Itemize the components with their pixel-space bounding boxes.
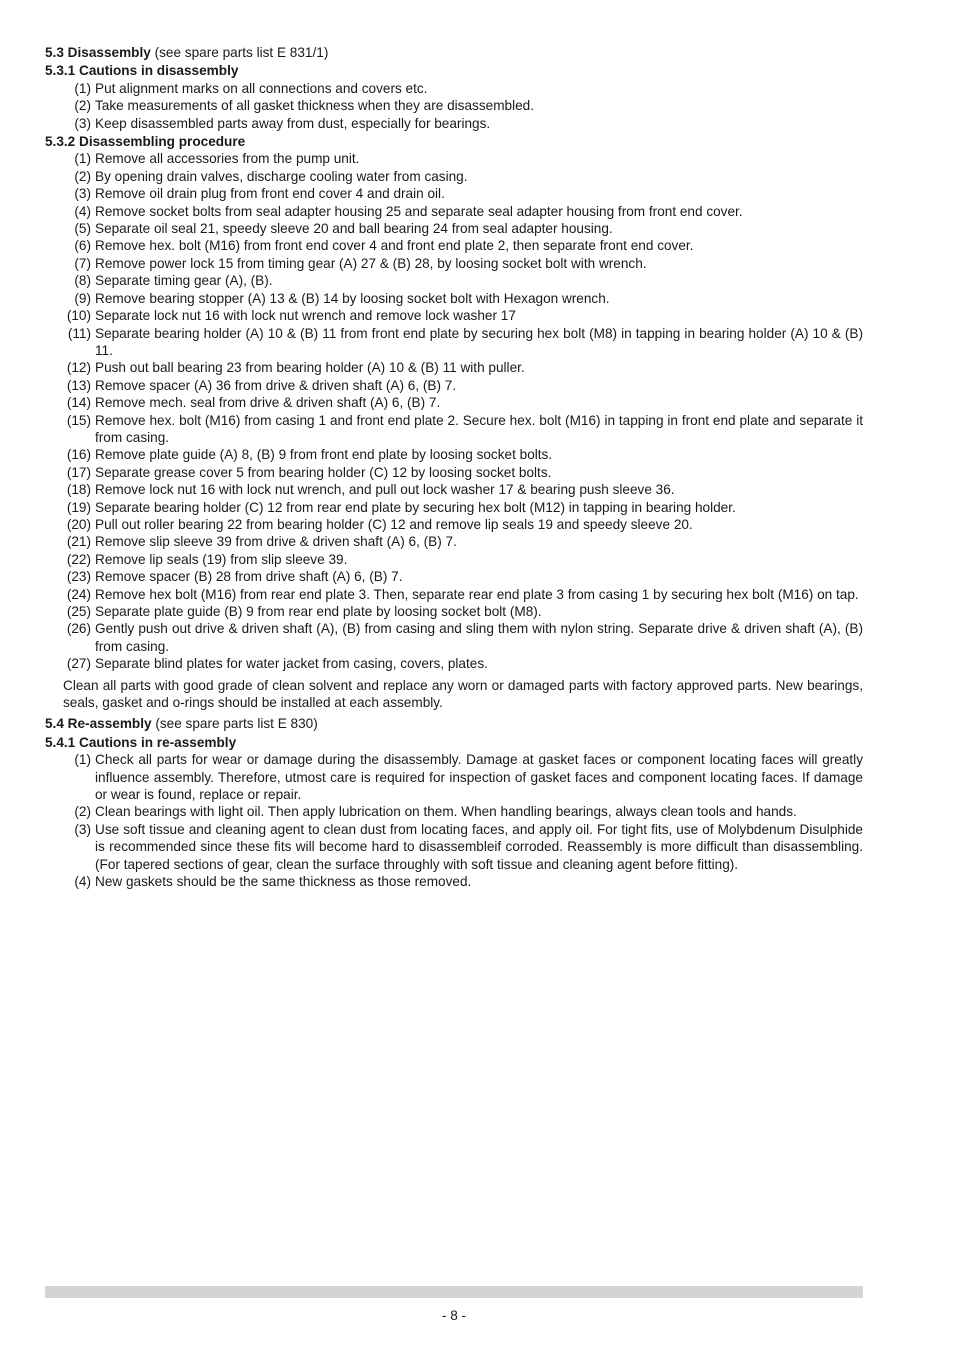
item-text: Keep disassembled parts away from dust, especially for bearings. — [95, 115, 491, 131]
list-item — [45, 603, 863, 620]
item-text: Remove hex. bolt (M16) from front end cover 4 and front end plate 2, then separate front end cover. — [95, 238, 694, 254]
list-item — [45, 803, 863, 820]
list-item — [45, 551, 863, 568]
list-item — [45, 150, 863, 167]
item-number: (5) — [74, 221, 91, 237]
section-5-3-title: 5.3 Disassembly — [45, 45, 151, 60]
list-item — [45, 115, 863, 132]
list-item — [45, 203, 863, 220]
item-number: (10) — [66, 308, 91, 324]
item-text: Separate grease cover 5 from bearing holder (C) 12 by loosing socket bolts. — [95, 464, 552, 480]
page-number: - 8 - — [441, 1308, 467, 1323]
item-number: (13) — [66, 377, 91, 393]
item-number: (27) — [66, 656, 91, 672]
item-number: (18) — [66, 482, 91, 498]
list-item — [45, 464, 863, 481]
item-number: (8) — [74, 273, 91, 289]
cautions-reassembly-list — [45, 751, 863, 890]
footer-bar — [45, 1286, 863, 1298]
list-item — [45, 377, 863, 394]
list-item — [45, 307, 863, 324]
section-5-3-heading — [45, 44, 863, 61]
item-text: Separate timing gear (A), (B). — [95, 273, 273, 289]
item-text: Remove lip seals (19) from slip sleeve 39. — [95, 551, 348, 567]
section-5-4-1-title: 5.4.1 Cautions in re-assembly — [45, 734, 237, 750]
document-body — [45, 44, 863, 891]
item-text: Remove socket bolts from seal adapter housing 25 and separate seal adapter housing from front end cover. — [95, 203, 743, 219]
section-5-3-2-title: 5.3.2 Disassembling procedure — [45, 134, 246, 150]
item-text: Separate bearing holder (C) 12 from rear end plate by securing hex bolt (M12) in tapping in bearing holder. — [95, 499, 736, 515]
item-text: New gaskets should be the same thickness as those removed. — [95, 874, 472, 890]
list-item — [45, 359, 863, 376]
list-item — [45, 751, 863, 803]
list-item — [45, 499, 863, 516]
cleaning-paragraph: Clean all parts with good grade of clean solvent and replace any worn or damaged parts with factory approved parts. New bearings, seals, gasket and o-rings should be installed at each assembly. — [63, 677, 863, 711]
item-text: Remove slip sleeve 39 from drive & driven shaft (A) 6, (B) 7. — [95, 534, 457, 550]
list-item — [45, 185, 863, 202]
list-item — [45, 272, 863, 289]
list-item — [45, 220, 863, 237]
list-item — [45, 821, 863, 873]
list-item — [45, 412, 863, 447]
item-number: (9) — [74, 290, 91, 306]
item-number: (24) — [66, 586, 91, 602]
list-item — [45, 620, 863, 655]
item-number: (21) — [66, 534, 91, 550]
list-item — [45, 655, 863, 672]
item-text: Take measurements of all gasket thickness when they are disassembled. — [95, 98, 534, 114]
item-number: (16) — [66, 447, 91, 463]
item-text: Remove lock nut 16 with lock nut wrench, and pull out lock washer 17 & bearing push sleeve 36. — [95, 482, 675, 498]
item-text: Remove power lock 15 from timing gear (A) 27 & (B) 28, by loosing socket bolt with wrench. — [95, 255, 647, 271]
item-text: Remove bearing stopper (A) 13 & (B) 14 by loosing socket bolt with Hexagon wrench. — [95, 290, 610, 306]
item-number: (6) — [74, 238, 91, 254]
section-5-4-heading — [45, 715, 863, 732]
item-number: (1) — [74, 80, 91, 96]
item-number: (2) — [74, 168, 91, 184]
item-number: (7) — [74, 255, 91, 271]
item-text: Push out ball bearing 23 from bearing holder (A) 10 & (B) 11 with puller. — [95, 360, 525, 376]
item-text: Remove hex bolt (M16) from rear end plate 3. Then, separate rear end plate 3 from casing 1 by securing hex bolt (M16) on tap. — [95, 586, 859, 602]
list-item — [45, 290, 863, 307]
list-item — [45, 481, 863, 498]
section-5-3-note: (see spare parts list E 831/1) — [150, 45, 329, 60]
cautions-disassembly-list — [45, 80, 863, 132]
item-text: Separate lock nut 16 with lock nut wrench and remove lock washer 17 — [95, 308, 516, 324]
item-number: (3) — [74, 821, 91, 837]
item-number: (2) — [74, 98, 91, 114]
list-item — [45, 873, 863, 890]
item-text: Separate blind plates for water jacket from casing, covers, plates. — [95, 656, 488, 672]
item-text: Separate oil seal 21, speedy sleeve 20 and ball bearing 24 from seal adapter housing. — [95, 221, 613, 237]
item-text: Remove oil drain plug from front end cover 4 and drain oil. — [95, 186, 445, 202]
section-5-4-title: 5.4 Re-assembly — [45, 716, 152, 732]
item-number: (19) — [66, 499, 91, 515]
item-text: Remove spacer (B) 28 from drive shaft (A) 6, (B) 7. — [95, 569, 403, 585]
item-text: Remove all accessories from the pump unit. — [95, 151, 360, 167]
list-item — [45, 516, 863, 533]
disassembling-procedure-list — [45, 150, 863, 672]
list-item — [45, 446, 863, 463]
list-item — [45, 80, 863, 97]
item-text: Gently push out drive & driven shaft (A), (B) from casing and sling them with nylon string. Separate drive & driven shaft (A), (B) from casing. — [95, 621, 863, 654]
item-text: Remove spacer (A) 36 from drive & driven shaft (A) 6, (B) 7. — [95, 377, 457, 393]
item-text: Use soft tissue and cleaning agent to clean dust from locating faces, and apply oil. For tight fits, use of Molybdenum Disulphide is recommended since these fits will become hard to disassembleif corroded. Reassembly is more difficult than disassembling. (For tapered sections of gear, clean the surface throughly with soft tissue and cleaning agent before fitting). — [95, 821, 863, 872]
item-number: (4) — [74, 203, 91, 219]
item-text: Clean bearings with light oil. Then apply lubrication on them. When handling bearings, always clean tools and hands. — [95, 804, 797, 820]
item-text: Remove hex. bolt (M16) from casing 1 and front end plate 2. Secure hex. bolt (M16) in tapping in front end plate and separate it from casing. — [95, 412, 863, 445]
item-number: (12) — [66, 360, 91, 376]
item-number: (15) — [66, 412, 91, 428]
item-number: (3) — [74, 115, 91, 131]
item-number: (14) — [66, 395, 91, 411]
item-text: Put alignment marks on all connections and covers etc. — [95, 80, 428, 96]
item-number: (1) — [74, 752, 91, 768]
item-number: (25) — [66, 604, 91, 619]
item-number: (20) — [66, 516, 91, 532]
item-number: (23) — [66, 569, 91, 585]
item-number: (2) — [74, 804, 91, 820]
list-item — [45, 533, 863, 550]
list-item — [45, 97, 863, 114]
item-text: Remove plate guide (A) 8, (B) 9 from front end plate by loosing socket bolts. — [95, 447, 553, 463]
item-text: By opening drain valves, discharge cooling water from casing. — [95, 168, 468, 184]
list-item — [45, 325, 863, 360]
item-number: (3) — [74, 186, 91, 202]
item-text: Check all parts for wear or damage during the disassembly. Damage at gasket faces or component locating faces will greatly influence assembly. Therefore, utmost care is required for inspection of gasket faces and component locating faces. If damage or wear is found, replace or repair. — [95, 752, 863, 803]
item-number: (26) — [66, 621, 91, 637]
item-number: (4) — [74, 874, 91, 890]
item-number: (17) — [66, 464, 91, 480]
item-number: (11) — [67, 325, 91, 341]
section-5-4-note: (see spare parts list E 830) — [151, 716, 318, 732]
list-item — [45, 394, 863, 411]
item-text: Remove mech. seal from drive & driven shaft (A) 6, (B) 7. — [95, 395, 441, 411]
item-number: (22) — [66, 551, 91, 567]
item-text: Separate plate guide (B) 9 from rear end plate by loosing socket bolt (M8). — [95, 604, 542, 619]
list-item — [45, 586, 863, 603]
item-number: (1) — [74, 151, 91, 167]
list-item — [45, 237, 863, 254]
list-item — [45, 255, 863, 272]
section-5-3-1-title: 5.3.1 Cautions in disassembly — [45, 63, 239, 79]
item-text: Separate bearing holder (A) 10 & (B) 11 from front end plate by securing hex bolt (M8) in tapping in bearing holder (A) 10 & (B) 11. — [95, 325, 863, 358]
list-item — [45, 168, 863, 185]
list-item — [45, 568, 863, 585]
item-text: Pull out roller bearing 22 from bearing holder (C) 12 and remove lip seals 19 and speedy sleeve 20. — [95, 516, 693, 532]
